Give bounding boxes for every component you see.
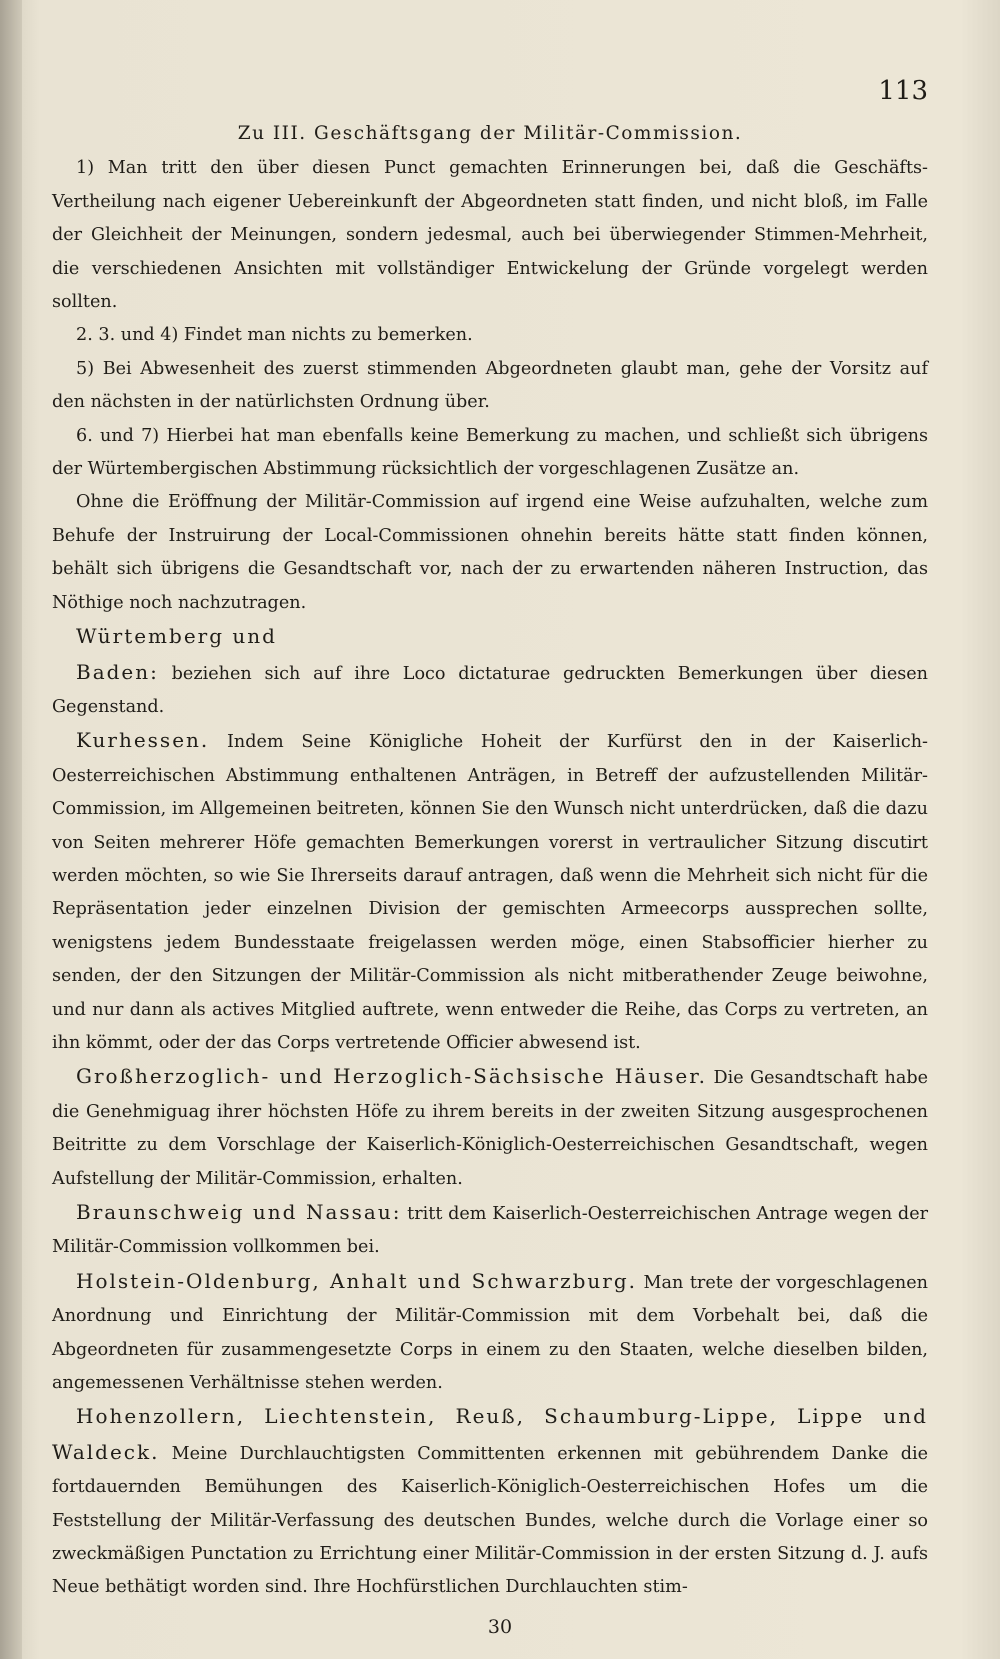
page-body bbox=[52, 117, 928, 1605]
paragraph-3: 5) Bei Abwesenheit des zuerst stimmenden Abgeordneten glaubt man, gehe der Vorsitz auf den nächsten in der natürlichsten Ordnung über. bbox=[52, 358, 928, 413]
kurhessen-text: Indem Seine Königliche Hoheit der Kurfürst den in der Kaiserlich-Oesterreichischen Abstimmung enthaltenen Anträgen, in Betreff der aufzustellenden Militär-Commission, im Allgemeinen beitreten, können Sie den Wunsch nicht unterdrücken, daß die dazu von Seiten mehrerer Höfe gemachten Bemerkungen vorerst in vertraulicher Sitzung discutirt werden möchten, so wie Sie Ihrerseits darauf antragen, daß wenn die Mehrheit sich nicht für die Repräsentation jeder einzelnen Division der gemischten Armeecorps aussprechen sollte, wenigstens jedem Bundesstaate freigelassen werden möge, einen Stabsofficier hierher zu senden, der den Sitzungen der Militär-Commission als nicht mitberathender Zeuge beiwohne, und nur dann als actives Mitglied auftrete, wenn entweder die Reihe, das Corps zu vertreten, an ihn kömmt, oder der das Corps vertretende Officier abwesend ist. bbox=[52, 732, 929, 1053]
saechsische-haeuser-text: Die Gesandtschaft habe die Genehmiguag ihrer höchsten Höfe zu ihrem bereits in der zweiten Sitzung ausgesprochenen Beitritte zu dem Vorschlage der Kaiserlich-Königlich-Oesterreichischen Gesandtschaft, wegen Aufstellung der Militär-Commission, erhalten. bbox=[52, 1068, 928, 1189]
hohenzollern-text: Meine Durchlauchtigsten Committenten erkennen mit gebührendem Danke die fortdauernden Bemühungen des Kaiserlich-Königlich-Oesterreichischen Hofes um die Feststellung der Militär-Verfassung des deutschen Bundes, welche durch die Vorlage einer so zweckmäßigen Punctation zu Errichtung einer Militär-Commission in der ersten Sitzung d. J. aufs Neue bethätigt worden sind. Ihre Hochfürstlichen Durchlauchten stim- bbox=[52, 1443, 929, 1598]
braunschweig-nassau-text: tritt dem Kaiserlich-Oesterreichischen Antrage wegen der Militär-Commission vollkommen bei. bbox=[52, 1204, 929, 1258]
braunschweig-nassau-label: Braunschweig und Nassau: bbox=[76, 1200, 402, 1224]
section-heading: Zu III. Geschäftsgang der Militär-Commission. bbox=[237, 123, 743, 144]
section-baden bbox=[52, 656, 928, 725]
signature-mark: 30 bbox=[487, 1616, 513, 1638]
section-hohenzollern bbox=[52, 1400, 928, 1604]
paragraph-5: Ohne die Eröffnung der Militär-Commission auf irgend eine Weise aufzuhalten, welche zum Behufe der Instruirung der Local-Commissionen ohnehin bereits hätte statt finden können, behält sich übrigens die Gesandtschaft vor, nach der zu erwartenden näheren Instruction, das Nöthige noch nachzutragen. bbox=[52, 492, 928, 613]
section-wuerttemberg bbox=[52, 620, 928, 655]
section-holstein-oldenburg bbox=[52, 1265, 928, 1401]
paragraph-2: 2. 3. und 4) Findet man nichts zu bemerken. bbox=[76, 325, 473, 346]
holstein-oldenburg-text: Man trete der vorgeschlagenen Anordnung und Einrichtung der Militär-Commission mit dem Vorbehalt bei, daß die Abgeordneten für zusammengesetzte Corps in einem zu den Staaten, welche dieselben bilden, angemessenen Verhältnisse stehen werden. bbox=[52, 1272, 928, 1394]
section-saechsische-haeuser bbox=[52, 1060, 928, 1196]
wuerttemberg-label: Würtemberg und bbox=[76, 624, 277, 649]
section-kurhessen bbox=[52, 724, 928, 1060]
saechsische-haeuser-label: Großherzoglich- und Herzoglich-Sächsische Häuser. bbox=[76, 1064, 707, 1089]
baden-text: beziehen sich auf ihre Loco dictaturae gedruckten Bemerkungen über diesen Gegenstand. bbox=[52, 663, 929, 717]
baden-label: Baden: bbox=[76, 659, 159, 684]
page-number: 113 bbox=[878, 76, 928, 106]
hohenzollern-label: Hohenzollern, Liechtenstein, Reuß, Schaumburg-Lippe, Lippe und Waldeck. bbox=[52, 1404, 928, 1464]
page-gutter bbox=[0, 0, 22, 1659]
paragraph-4: 6. und 7) Hierbei hat man ebenfalls keine Bemerkung zu machen, und schließt sich übrigens der Würtembergischen Abstimmung rücksichtlich der vorgeschlagenen Zusätze an. bbox=[52, 425, 928, 480]
kurhessen-label: Kurhessen. bbox=[76, 728, 210, 753]
holstein-oldenburg-label: Holstein-Oldenburg, Anhalt und Schwarzburg. bbox=[76, 1268, 638, 1293]
paragraph-1: 1) Man tritt den über diesen Punct gemachten Erinnerungen bei, daß die Geschäfts-Vertheilung nach eigener Uebereinkunft der Abgeordneten statt finden, und nicht bloß, im Falle der Gleichheit der Meinungen, sondern jedesmal, auch bei überwiegender Stimmen-Mehrheit, die verschiedenen Ansichten mit vollständiger Entwickelung der Gründe vorgelegt werden sollten. bbox=[52, 158, 928, 313]
section-braunschweig-nassau bbox=[52, 1196, 928, 1265]
